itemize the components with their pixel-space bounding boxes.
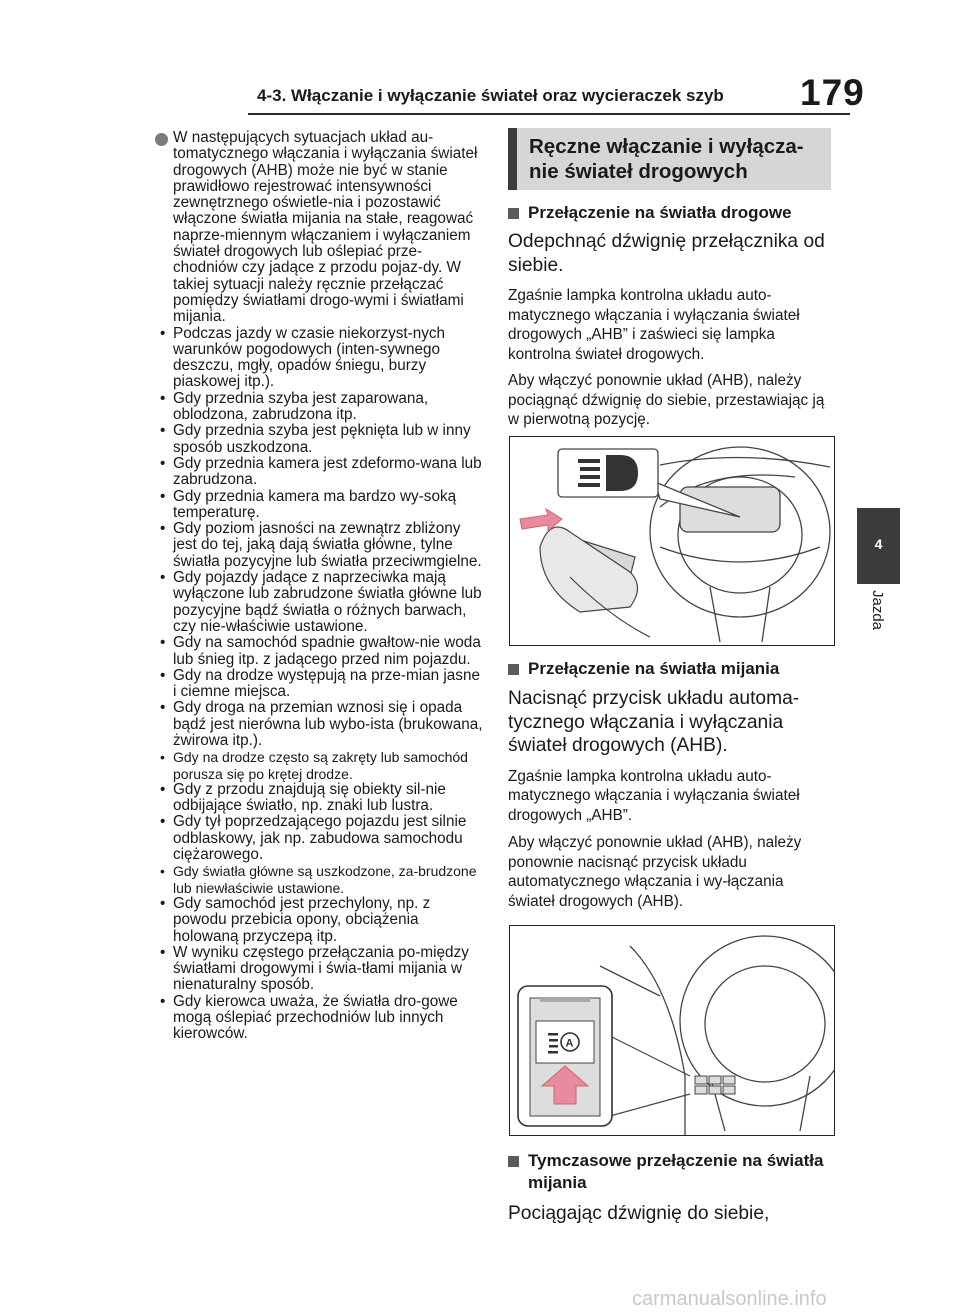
instruction-lead: Odepchnąć dźwignię przełącznika od siebie. <box>508 231 825 276</box>
list-item: • Gdy przednia szyba jest pęknięta lub w inny sposób uszkodzona. <box>155 423 485 456</box>
header-divider <box>248 113 850 115</box>
subheading-text: Przełączenie na światła drogowe <box>528 203 792 222</box>
intro-paragraph <box>155 130 485 326</box>
list-item: • Gdy pojazdy jadące z naprzeciwka mają wyłączone lub zabrudzone światła główne lub pozycyjne bądź światła o różnych barwach, czy nie-właściwie ustawione. <box>155 570 485 635</box>
square-bullet-icon <box>508 1156 519 1167</box>
circle-bullet-icon <box>155 133 168 146</box>
body-paragraph: Aby włączyć ponownie układ (AHB), należy ponownie nacisnąć przycisk układu automatycznego włączania i wy-łączania świateł drogowych (AHB). <box>508 834 802 910</box>
right-column-mid <box>508 658 833 911</box>
svg-text:A: A <box>565 1037 574 1050</box>
intro-text: W następujących sytuacjach układ au-tomatycznego włączania i wyłączania świateł drogowych (AHB) może nie być w stanie prawidłowo rejestrować intensywności zewnętrznego oświetle-nia i pozostawić włączone światła mijania na stałe, reagować naprze-miennym włączaniem i wyłączaniem świateł drogowych lub oślepiać prze-chodniów czy jadące z przodu pojaz-dy. W takiej sytuacji należy ręcznie przełączać pomiędzy światłami drogo-wymi i światłami mijania. <box>173 129 478 326</box>
square-bullet-icon <box>508 664 519 675</box>
list-item: • Gdy droga na przemian wznosi się i opada bądź jest nierówna lub wybo-ista (brukowana, żwirowa itp.). <box>155 700 485 749</box>
list-item: • Gdy na drodze występują na prze-mian jasne i ciemne miejsca. <box>155 668 485 701</box>
list-item: • Gdy tył poprzedzającego pojazdu jest silnie odblaskowy, jak np. zabudowa samochodu ciężarowego. <box>155 814 485 863</box>
list-item: • Gdy światła główne są uszkodzone, za-brudzone lub niewłaściwie ustawione. <box>155 863 485 896</box>
square-bullet-icon <box>508 208 519 219</box>
page-header <box>0 66 960 116</box>
situation-list <box>155 326 485 1043</box>
subheading-text: Przełączenie na światła mijania <box>528 659 780 678</box>
lever-illustration <box>509 436 835 646</box>
list-item: • Gdy przednia kamera ma bardzo wy-soką temperaturę. <box>155 489 485 522</box>
body-paragraph: Zgaśnie lampka kontrolna układu auto-matycznego włączania i wyłączania świateł drogowych „AHB”. <box>508 767 800 824</box>
instruction-lead: Pociągając dźwignię do siebie, <box>508 1203 770 1224</box>
section-title: Ręczne włączanie i wyłącza-nie świateł drogowych <box>529 135 804 183</box>
list-item: • Gdy na samochód spadnie gwałtow-nie woda lub śnieg itp. z jadącego przed nim pojazdu. <box>155 635 485 668</box>
list-item: • Gdy kierowca uważa, że światła dro-gowe mogą oślepiać przechodniów lub innych kierowców. <box>155 994 485 1043</box>
lever-drawing <box>510 437 834 645</box>
list-item: • Gdy poziom jasności na zewnątrz zbliżony jest do tej, jaką dają światła główne, tylne światła pozycyjne lub światła przeciwmgielne. <box>155 521 485 570</box>
ahb-button-illustration <box>509 925 835 1136</box>
list-item: • Gdy z przodu znajdują się obiekty sil-nie odbijające światło, np. znaki lub lustra. <box>155 782 485 815</box>
list-item: • Gdy przednia szyba jest zaparowana, oblodzona, zabrudzona itp. <box>155 391 485 424</box>
right-column-bottom <box>508 1150 833 1226</box>
list-item: • Podczas jazdy w czasie niekorzyst-nych warunków pogodowych (inten-sywnego deszczu, mgły, opadów śniegu, burzy piaskowej itp.). <box>155 326 485 391</box>
subheading-low-beam <box>508 658 833 680</box>
list-item: • Gdy przednia kamera jest zdeformo-wana lub zabrudzona. <box>155 456 485 489</box>
list-item: • Gdy na drodze często są zakręty lub samochód porusza się po krętej drodze. <box>155 749 485 782</box>
subheading-high-beam <box>508 202 833 224</box>
page-number: 179 <box>800 72 865 113</box>
chapter-label-text: Jazda <box>869 590 886 631</box>
chapter-title: 4-3. Włączanie i wyłączanie świateł oraz wycieraczek szyb <box>257 86 724 105</box>
ahb-drawing <box>510 926 834 1135</box>
chapter-number: 4 <box>874 536 883 552</box>
chapter-label <box>857 590 900 650</box>
instruction-lead: Nacisnąć przycisk układu automa-tycznego włączania i wyłączania świateł drogowych (AHB). <box>508 688 800 756</box>
left-column <box>155 130 485 1043</box>
watermark: carmanualsonline.info <box>632 1288 827 1310</box>
section-title-box <box>508 128 831 190</box>
chapter-tab <box>857 508 900 584</box>
body-paragraph: Aby włączyć ponownie układ (AHB), należy pociągnąć dźwignię do siebie, przestawiając ją w pierwotną pozycję. <box>508 372 825 428</box>
subheading-temporary <box>508 1150 833 1194</box>
list-item: • W wyniku częstego przełączania po-między światłami drogowymi i świa-tłami mijania w nienaturalny sposób. <box>155 945 485 994</box>
subheading-text: Tymczasowe przełączenie na światła mijania <box>528 1151 824 1192</box>
list-item: • Gdy samochód jest przechylony, np. z powodu przebicia opony, obciążenia holowaną przyczepą itp. <box>155 896 485 945</box>
body-paragraph: Zgaśnie lampka kontrolna układu auto-matycznego włączania i wyłączania świateł drogowych „AHB” i zaświeci się lampka kontrolna świateł drogowych. <box>508 287 800 363</box>
right-column <box>508 128 833 430</box>
